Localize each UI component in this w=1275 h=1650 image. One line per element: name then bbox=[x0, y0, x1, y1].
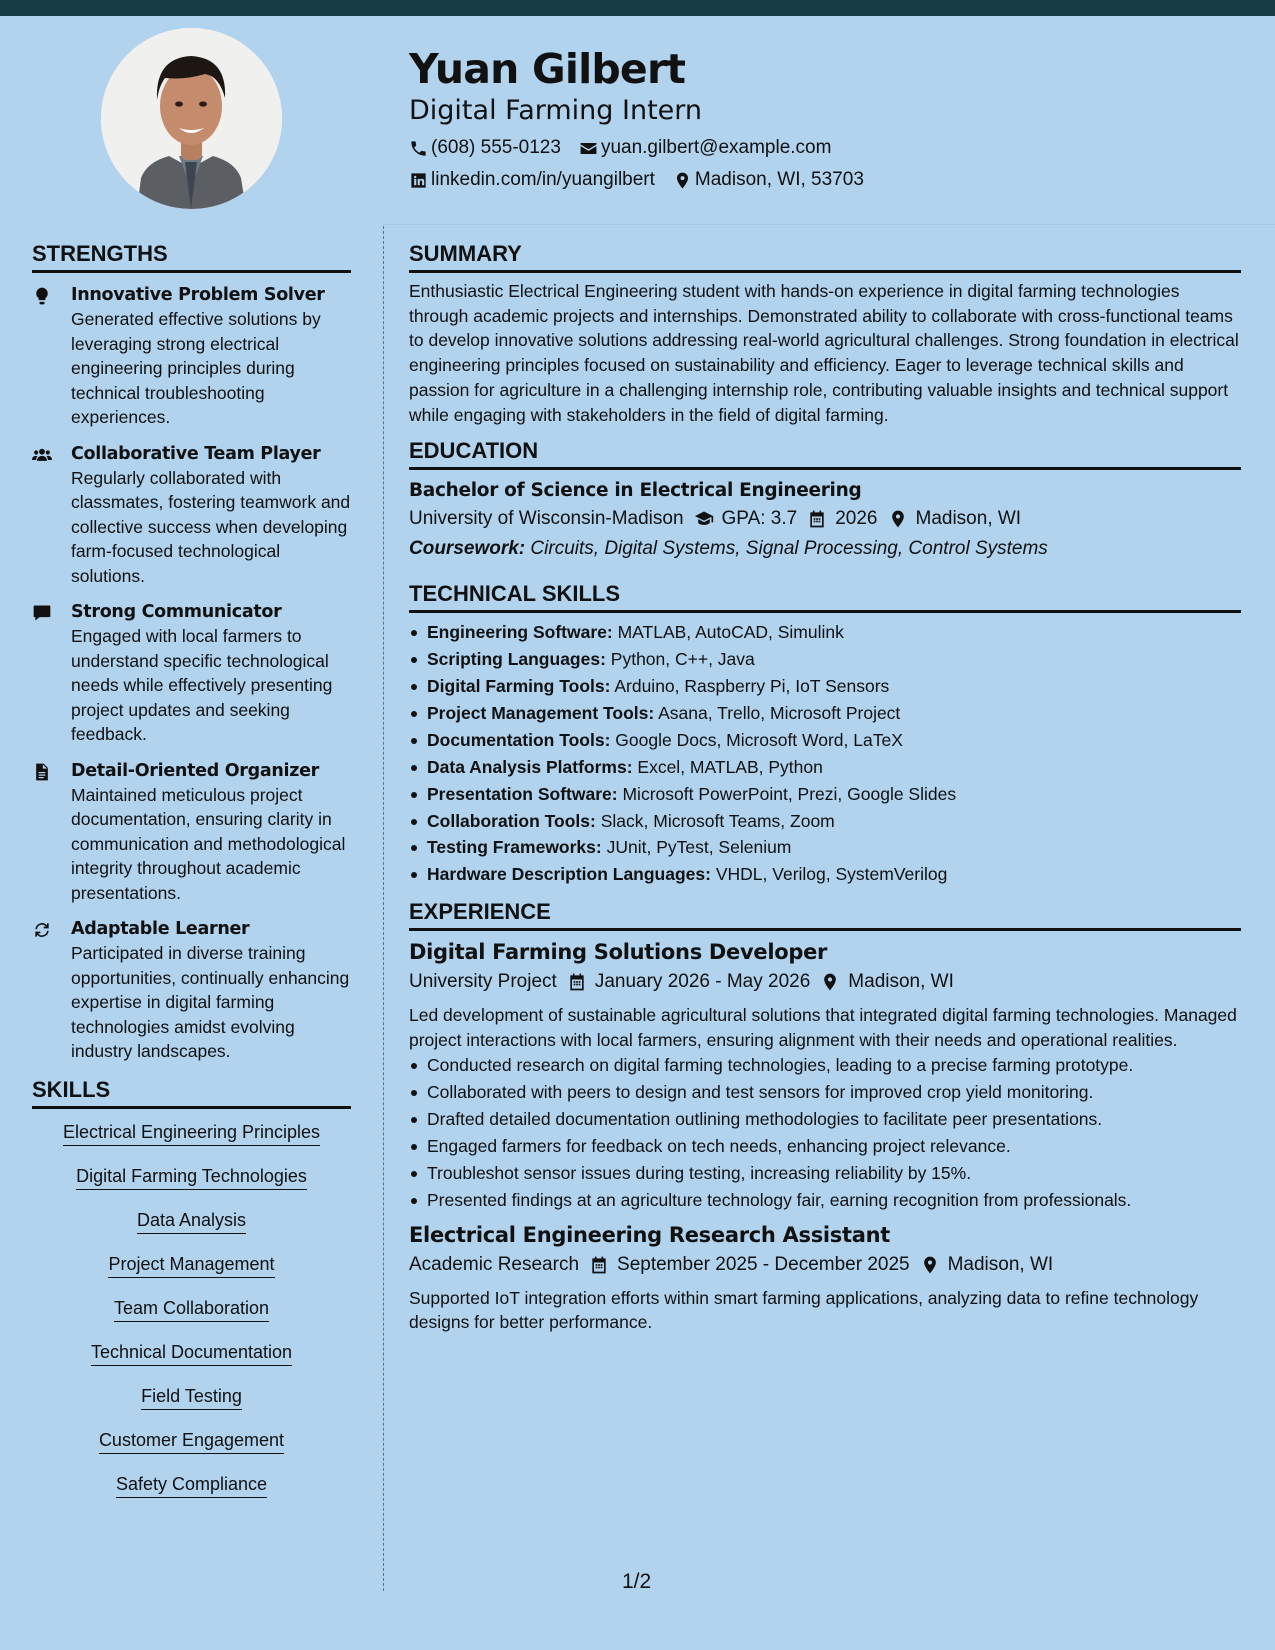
skill-tag: Digital Farming Technologies bbox=[76, 1165, 307, 1190]
tech-skill-label: Testing Frameworks: bbox=[427, 837, 602, 858]
job-description: Led development of sustainable agricultural solutions that integrated digital farming technologies. Managed project interactions with local farmers, ensuring alignment with their needs and operational realities. bbox=[409, 1005, 1237, 1050]
skill-tag: Field Testing bbox=[141, 1385, 242, 1410]
skill-tag: Technical Documentation bbox=[91, 1341, 292, 1366]
document-icon bbox=[32, 762, 52, 782]
skill-tag: Electrical Engineering Principles bbox=[63, 1121, 320, 1146]
header-divider bbox=[383, 224, 1275, 225]
map-marker-icon bbox=[820, 972, 840, 992]
top-bar bbox=[0, 0, 1275, 16]
skill-tag: Safety Compliance bbox=[116, 1473, 267, 1498]
strength-desc: Participated in diverse training opportunities, continually enhancing expertise in digital farming technologies amidst evolving industry landscapes. bbox=[71, 943, 350, 1061]
map-marker-icon bbox=[888, 509, 908, 529]
tech-skill-label: Documentation Tools: bbox=[427, 729, 611, 750]
strength-desc: Regularly collaborated with classmates, fostering teamwork and collective success when developing farm-focused technological solutions. bbox=[71, 467, 351, 586]
job-bullets bbox=[409, 1052, 1241, 1213]
skills-list bbox=[32, 1121, 351, 1517]
strength-desc: Engaged with local farmers to understand specific technological needs while effectively presenting project updates and seeking feedback. bbox=[71, 626, 333, 744]
summary-title: SUMMARY bbox=[409, 240, 1241, 273]
linkedin-icon bbox=[409, 171, 428, 190]
tech-skill-item bbox=[409, 754, 1241, 781]
tech-skill-item bbox=[409, 673, 1241, 700]
calendar-icon bbox=[589, 1255, 609, 1275]
education-gpa: GPA: 3.7 bbox=[721, 508, 798, 530]
job-location: Madison, WI bbox=[947, 1253, 1054, 1275]
tech-skill-item bbox=[409, 619, 1241, 646]
tech-skill-label: Scripting Languages: bbox=[427, 649, 606, 670]
map-marker-icon bbox=[920, 1255, 940, 1275]
strength-title: Strong Communicator bbox=[71, 602, 282, 622]
strength-title: Innovative Problem Solver bbox=[71, 285, 325, 305]
portrait-image bbox=[101, 28, 282, 209]
strengths-title: STRENGTHS bbox=[32, 240, 351, 273]
strength-item bbox=[32, 600, 351, 747]
education-meta bbox=[409, 504, 1241, 534]
skill-tag: Data Analysis bbox=[137, 1209, 246, 1234]
tech-skill-label: Project Management Tools: bbox=[427, 702, 655, 723]
refresh-icon bbox=[32, 920, 52, 940]
tech-skill-value: JUnit, PyTest, Selenium bbox=[606, 837, 792, 858]
job-dates: January 2026 - May 2026 bbox=[594, 971, 811, 993]
job-title: Electrical Engineering Research Assistant bbox=[409, 1222, 891, 1247]
skill-tag: Project Management bbox=[108, 1253, 274, 1278]
job-bullet: Troubleshot sensor issues during testing, increasing reliability by 15%. bbox=[409, 1160, 1241, 1187]
tech-skill-label: Engineering Software: bbox=[427, 622, 613, 643]
column-divider bbox=[383, 226, 384, 1591]
users-icon bbox=[32, 445, 52, 465]
envelope-icon bbox=[579, 139, 598, 158]
tech-skill-label: Digital Farming Tools: bbox=[427, 676, 611, 697]
strength-item bbox=[32, 917, 351, 1064]
left-column bbox=[32, 240, 351, 1517]
tech-skill-item bbox=[409, 727, 1241, 754]
experience-title: EXPERIENCE bbox=[409, 898, 1241, 931]
tech-skill-value: Excel, MATLAB, Python bbox=[637, 756, 823, 777]
skill-tag: Customer Engagement bbox=[99, 1429, 284, 1454]
graduation-cap-icon bbox=[694, 509, 714, 529]
tech-skill-item bbox=[409, 700, 1241, 727]
job-bullet: Conducted research on digital farming technologies, leading to a precise farming prototype. bbox=[409, 1052, 1241, 1079]
resume-header bbox=[409, 42, 882, 193]
coursework-line bbox=[409, 534, 1241, 564]
linkedin-text[interactable]: linkedin.com/in/yuangilbert bbox=[431, 169, 655, 190]
location-text: Madison, WI, 53703 bbox=[694, 169, 864, 190]
education-title: EDUCATION bbox=[409, 437, 1241, 470]
calendar-icon bbox=[807, 509, 827, 529]
job-bullet: Presented findings at an agriculture technology fair, earning recognition from professionals. bbox=[409, 1187, 1241, 1214]
linkedin-contact bbox=[409, 169, 655, 191]
tech-skill-label: Data Analysis Platforms: bbox=[427, 756, 633, 777]
candidate-name: Yuan Gilbert bbox=[409, 45, 686, 93]
phone-icon bbox=[409, 139, 428, 158]
strength-title: Detail-Oriented Organizer bbox=[71, 760, 320, 781]
strength-item bbox=[32, 442, 351, 589]
calendar-icon bbox=[567, 972, 587, 992]
tech-skill-value: Asana, Trello, Microsoft Project bbox=[658, 702, 901, 723]
coursework-text: Circuits, Digital Systems, Signal Processing, Control Systems bbox=[530, 538, 1048, 560]
job-bullet: Engaged farmers for feedback on tech needs, enhancing project relevance. bbox=[409, 1133, 1241, 1160]
contact-row-1 bbox=[409, 135, 882, 161]
right-column bbox=[409, 240, 1241, 1335]
tech-skill-item bbox=[409, 861, 1241, 888]
tech-skill-value: Microsoft PowerPoint, Prezi, Google Slides bbox=[622, 783, 957, 804]
phone-text[interactable]: (608) 555-0123 bbox=[431, 137, 561, 158]
map-marker-icon bbox=[673, 171, 692, 190]
strength-item bbox=[32, 283, 351, 430]
strength-item bbox=[32, 759, 351, 906]
summary-text: Enthusiastic Electrical Engineering student with hands-on experience in digital farming technologies through academic projects and internships. Demonstrated ability to collaborate with cross-functional teams to develop innovative solutions addressing real-world agricultural challenges. Strong foundation in electrical engineering principles focused on sustainability and efficiency. Eager to leverage technical skills and passion for agriculture in a challenging internship role, contributing valuable insights and technical support while engaging with stakeholders in the field of digital farming. bbox=[409, 281, 1239, 425]
education-degree: Bachelor of Science in Electrical Engineering bbox=[409, 480, 862, 502]
tech-skill-value: MATLAB, AutoCAD, Simulink bbox=[617, 622, 844, 643]
email-text[interactable]: yuan.gilbert@example.com bbox=[600, 137, 832, 158]
strength-title: Collaborative Team Player bbox=[71, 443, 321, 464]
technical-skills-title: TECHNICAL SKILLS bbox=[409, 580, 1241, 613]
tech-skill-label: Hardware Description Languages: bbox=[427, 864, 711, 885]
job-description: Supported IoT integration efforts within smart farming applications, analyzing data to refine technology designs for better performance. bbox=[409, 1287, 1199, 1333]
page-number: 1/2 bbox=[622, 1570, 652, 1593]
skills-title: SKILLS bbox=[32, 1076, 351, 1109]
tech-skill-item bbox=[409, 808, 1241, 835]
education-school: University of Wisconsin-Madison bbox=[409, 508, 684, 530]
lightbulb-icon bbox=[32, 286, 52, 306]
job-meta bbox=[409, 967, 1241, 997]
job-org: Academic Research bbox=[409, 1253, 580, 1275]
email-contact bbox=[579, 137, 832, 159]
tech-skill-item bbox=[409, 646, 1241, 673]
tech-skill-item bbox=[409, 834, 1241, 861]
education-location: Madison, WI bbox=[915, 508, 1022, 530]
job-location: Madison, WI bbox=[848, 971, 954, 993]
tech-skill-value: VHDL, Verilog, SystemVerilog bbox=[715, 864, 948, 885]
job-title: Digital Farming Solutions Developer bbox=[409, 940, 828, 965]
phone-contact bbox=[409, 137, 561, 159]
profile-photo bbox=[101, 28, 282, 209]
job-bullet: Drafted detailed documentation outlining methodologies to facilitate peer presentations. bbox=[409, 1106, 1241, 1133]
experience-entry bbox=[409, 937, 1241, 1213]
tech-skill-label: Presentation Software: bbox=[427, 783, 618, 804]
tech-skill-label: Collaboration Tools: bbox=[427, 810, 596, 831]
technical-skills-list bbox=[409, 619, 1241, 888]
tech-skill-value: Arduino, Raspberry Pi, IoT Sensors bbox=[614, 676, 890, 697]
location-contact bbox=[673, 169, 864, 191]
tech-skill-value: Google Docs, Microsoft Word, LaTeX bbox=[615, 729, 903, 750]
strength-title: Adaptable Learner bbox=[71, 919, 250, 939]
job-bullet: Collaborated with peers to design and test sensors for improved crop yield monitoring. bbox=[409, 1079, 1241, 1106]
tech-skill-item bbox=[409, 781, 1241, 808]
job-dates: September 2025 - December 2025 bbox=[617, 1253, 910, 1275]
strength-desc: Generated effective solutions by leveraging strong electrical engineering principles during technical troubleshooting experiences. bbox=[71, 309, 321, 427]
skill-tag: Team Collaboration bbox=[114, 1297, 269, 1322]
strengths-list bbox=[32, 283, 351, 1064]
coursework-label: Coursework: bbox=[409, 538, 526, 560]
tech-skill-value: Slack, Microsoft Teams, Zoom bbox=[600, 810, 835, 831]
tech-skill-value: Python, C++, Java bbox=[610, 649, 755, 670]
comment-icon bbox=[32, 603, 52, 623]
job-meta bbox=[409, 1250, 1241, 1280]
contact-row-2 bbox=[409, 167, 882, 193]
education-year: 2026 bbox=[835, 508, 878, 530]
strength-desc: Maintained meticulous project documentation, ensuring clarity in communication and methodological integrity throughout academic presentations. bbox=[71, 784, 346, 903]
job-org: University Project bbox=[409, 971, 557, 993]
candidate-role: Digital Farming Intern bbox=[409, 95, 703, 126]
experience-entry bbox=[409, 1220, 1241, 1335]
